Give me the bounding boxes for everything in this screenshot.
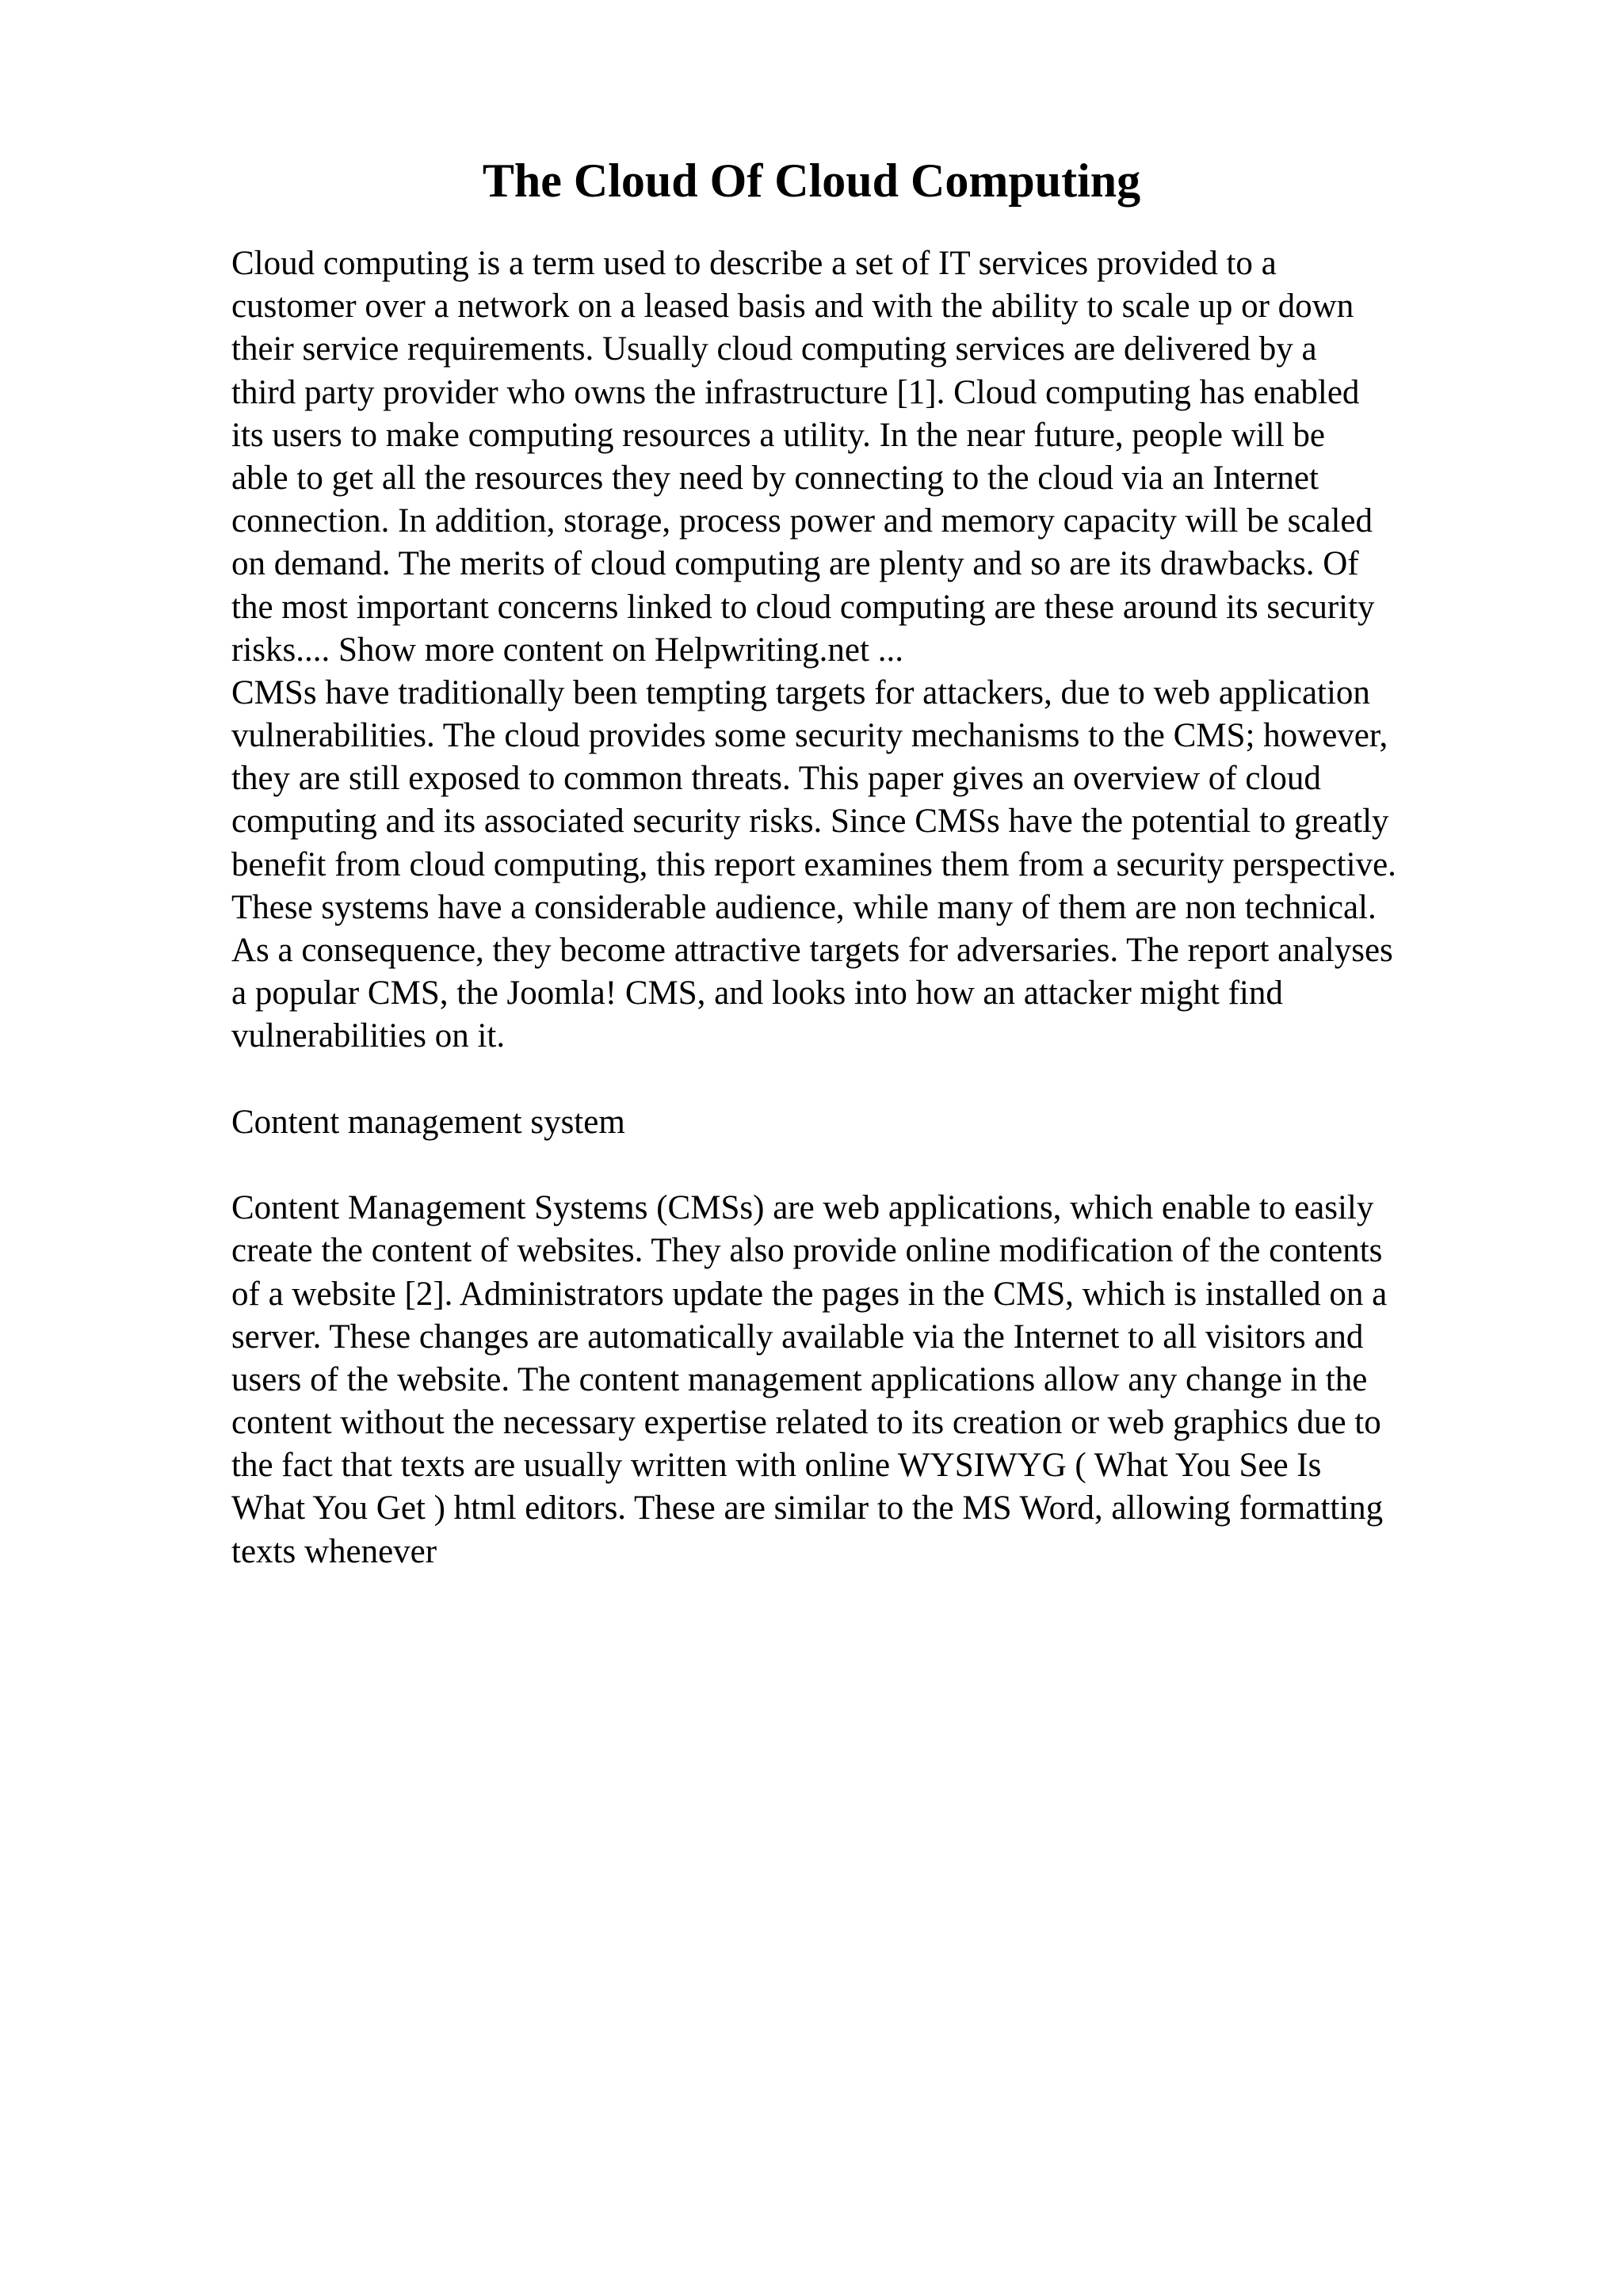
text-line: Cloud computing is a term used to describe a set of IT services provided to a [231,245,1277,282]
text-line: able to get all the resources they need by connecting to the cloud via an Internet [231,459,1319,497]
text-line: users of the website. The content management applications allow any change in the [231,1360,1368,1398]
text-line: What You Get ) html editors. These are similar to the MS Word, allowing formatting [231,1489,1384,1527]
paragraph-spacer [231,1058,1499,1101]
text-line: connection. In addition, storage, process power and memory capacity will be scaled [231,502,1373,540]
text-line: As a consequence, they become attractive targets for adversaries. The report analyses [231,932,1393,969]
text-line: on demand. The merits of cloud computing are plenty and so are its drawbacks. Of [231,545,1359,583]
text-line: customer over a network on a leased basis and with the ability to scale up or down [231,288,1354,326]
text-line: the fact that texts are usually written with online WYSIWYG ( What You See Is [231,1447,1322,1485]
text-line: third party provider who owns the infrastructure [1]. Cloud computing has enabled [231,373,1360,411]
text-line: its users to make computing resources a utility. In the near future, people will be [231,416,1325,454]
text-line: server. These changes are automatically available via the Internet to all visitors and [231,1318,1364,1356]
text-line: CMSs have traditionally been tempting targets for attackers, due to web application [231,673,1370,711]
text-line: content without the necessary expertise related to its creation or web graphics due to [231,1404,1381,1442]
text-line: of a website [2]. Administrators update the pages in the CMS, which is installed on a [231,1275,1388,1313]
text-line: computing and its associated security risks. Since CMSs have the potential to greatly [231,803,1389,841]
section-heading: Content management system [231,1103,625,1141]
text-line: their service requirements. Usually cloud computing services are delivered by a [231,330,1317,368]
document-body [231,242,1499,1573]
text-line: vulnerabilities on it. [231,1017,506,1055]
text-line: the most important concerns linked to cloud computing are these around its security [231,588,1375,626]
paragraph-cms-definition [231,1187,1499,1573]
paragraph-spacer [231,1144,1499,1187]
text-line: These systems have a considerable audience, while many of them are non technical. [231,888,1377,926]
paragraph-cms-security [231,672,1499,1058]
text-line: Content Management Systems (CMSs) are web applications, which enable to easily [231,1189,1374,1227]
text-line: risks.... Show more content on Helpwriting.net ... [231,631,903,669]
text-line: benefit from cloud computing, this report examines them from a security perspective. [231,845,1396,883]
text-line: they are still exposed to common threats. This paper gives an overview of cloud [231,760,1321,798]
document-title: The Cloud Of Cloud Computing [482,154,1141,207]
text-line: a popular CMS, the Joomla! CMS, and looks into how an attacker might find [231,974,1283,1013]
text-line: create the content of websites. They also provide online modification of the contents [231,1232,1383,1270]
text-line: vulnerabilities. The cloud provides some security mechanisms to the CMS; however, [231,717,1388,755]
text-line: texts whenever [231,1532,437,1570]
paragraph-intro [231,242,1499,672]
